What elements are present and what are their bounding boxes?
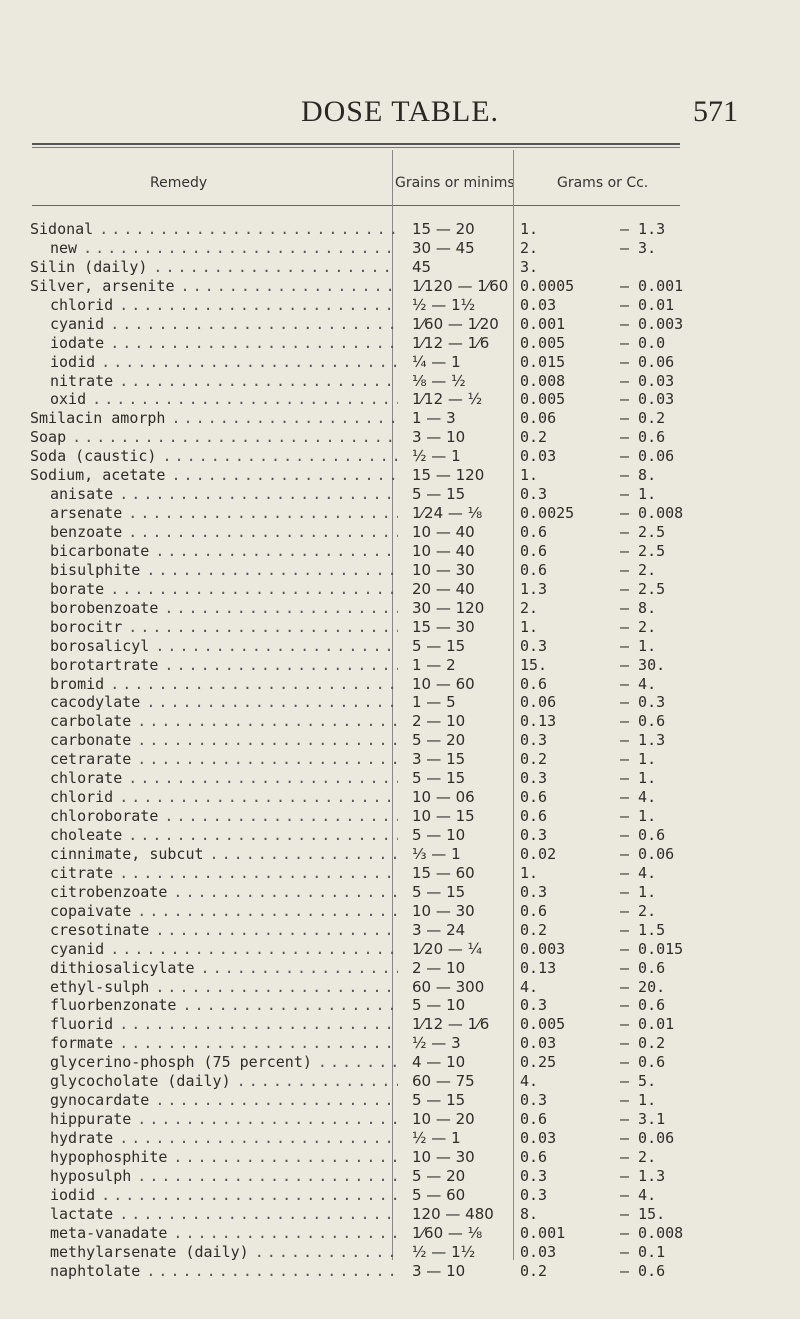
dose-grains: 5 — 15	[412, 1091, 466, 1110]
dose-grams-max: — 0.6	[620, 428, 666, 447]
dose-grains: 1⁄12 — 1⁄6	[412, 333, 490, 352]
remedy-name: nitrate . . .	[30, 372, 398, 391]
dose-grains: 15 — 120	[412, 466, 485, 485]
dose-grams-max: — 8.	[620, 598, 657, 617]
dose-grams-max: — 0.6	[620, 996, 666, 1015]
dose-grams-max: — 2.5	[620, 541, 666, 560]
remedy-name: glycocholate (daily) . . .	[30, 1072, 398, 1091]
table-row	[30, 1053, 730, 1072]
dose-grams-min: 0.001	[520, 314, 566, 333]
remedy-name: Silver, arsenite . . .	[30, 277, 398, 296]
dose-grams-min: 0.6	[520, 788, 548, 807]
remedy-name: arsenate . . .	[30, 504, 398, 523]
remedy-name: hyposulph . . .	[30, 1167, 398, 1186]
dose-grains: 10 — 06	[412, 788, 475, 807]
remedy-name: iodid . . .	[30, 1186, 398, 1205]
dose-grams-min: 0.003	[520, 939, 566, 958]
table-row	[30, 864, 730, 883]
dose-grains: 10 — 30	[412, 1147, 475, 1166]
dose-table	[30, 220, 730, 1281]
dose-grams-max: — 0.001	[620, 276, 684, 295]
dose-grams-min: 0.2	[520, 428, 548, 447]
dose-grains: ⅛ — ½	[412, 371, 466, 390]
dose-grams-max: — 1.5	[620, 920, 666, 939]
header-rule	[32, 205, 680, 206]
remedy-name: cyanid . . .	[30, 315, 398, 334]
dose-grains: 1⁄120 — 1⁄60	[412, 276, 509, 295]
table-row	[30, 959, 730, 978]
dose-grams-max: — 1.	[620, 636, 657, 655]
dose-grams-min: 0.005	[520, 390, 566, 409]
dose-grains: 30 — 120	[412, 598, 485, 617]
table-row	[30, 220, 730, 239]
table-row	[30, 447, 730, 466]
column-header-remedy: Remedy	[150, 175, 208, 191]
dose-grams-min: 0.03	[520, 447, 557, 466]
dose-grams-min: 0.6	[520, 1147, 548, 1166]
dose-grams-min: 0.6	[520, 541, 548, 560]
dose-grains: 5 — 20	[412, 731, 466, 750]
dose-grams-max: — 1.	[620, 485, 657, 504]
dose-grams-min: 0.005	[520, 333, 566, 352]
dose-grains: 10 — 30	[412, 560, 475, 579]
table-row	[30, 618, 730, 637]
table-row	[30, 788, 730, 807]
top-rule	[32, 143, 680, 145]
remedy-name: anisate . . .	[30, 485, 398, 504]
dose-grains: 3 — 24	[412, 920, 466, 939]
table-row	[30, 409, 730, 428]
remedy-name: Sodium, acetate . . .	[30, 466, 398, 485]
dose-grams-min: 0.3	[520, 1091, 548, 1110]
table-row	[30, 353, 730, 372]
dose-grams-max: — 0.01	[620, 295, 675, 314]
dose-grams-max: — 0.2	[620, 409, 666, 428]
dose-grams-min: 4.	[520, 977, 539, 996]
remedy-name: carbolate . . .	[30, 712, 398, 731]
remedy-name: Smilacin amorph . . .	[30, 409, 398, 428]
dose-grains: 1⁄60 — 1⁄20	[412, 314, 499, 333]
dose-grams-min: 3.	[520, 257, 539, 276]
dose-grams-min: 0.2	[520, 1261, 548, 1280]
remedy-name: chlorid . . .	[30, 788, 398, 807]
remedy-name: chlorate . . .	[30, 769, 398, 788]
table-row	[30, 637, 730, 656]
dose-grams-max: — 0.6	[620, 958, 666, 977]
remedy-name: ethyl-sulph . . .	[30, 978, 398, 997]
dose-grains: ½ — 3	[412, 1034, 461, 1053]
dose-grams-min: 1.3	[520, 579, 548, 598]
remedy-name: chlorid . . .	[30, 296, 398, 315]
dose-grams-max: — 1.3	[620, 220, 666, 238]
dose-grains: 5 — 10	[412, 996, 466, 1015]
table-row	[30, 921, 730, 940]
dose-grams-max: — 0.01	[620, 1015, 675, 1034]
dose-grains: 5 — 15	[412, 769, 466, 788]
dose-grains: 10 — 40	[412, 523, 475, 541]
remedy-name: hippurate . . .	[30, 1110, 398, 1129]
dose-grains: ½ — 1	[412, 1129, 461, 1147]
remedy-name: Silin (daily) . . .	[30, 258, 398, 277]
remedy-name: methylarsenate (daily) . . .	[30, 1243, 398, 1262]
dose-grains: 1⁄20 — ¼	[412, 939, 483, 958]
table-row	[30, 1224, 730, 1243]
remedy-name: cresotinate . . .	[30, 921, 398, 940]
dose-grams-max: — 3.1	[620, 1110, 666, 1129]
dose-grains: 3 — 15	[412, 750, 466, 769]
remedy-name: Soda (caustic) . . .	[30, 447, 398, 466]
dose-grams-min: 1.	[520, 617, 539, 636]
dose-grams-max: — 0.06	[620, 352, 675, 371]
dose-grams-max: — 20.	[620, 977, 666, 996]
table-row	[30, 769, 730, 788]
table-row	[30, 675, 730, 694]
dose-grams-min: 0.0005	[520, 276, 575, 295]
table-row	[30, 504, 730, 523]
dose-grams-min: 1.	[520, 220, 539, 238]
table-row	[30, 1034, 730, 1053]
dose-grams-max: — 2.	[620, 560, 657, 579]
dose-grams-max: — 1.	[620, 882, 657, 901]
dose-grams-max: — 1.3	[620, 731, 666, 750]
dose-grams-max: — 0.06	[620, 1129, 675, 1147]
dose-grams-min: 4.	[520, 1072, 539, 1091]
remedy-name: bicarbonate . . .	[30, 542, 398, 561]
table-row	[30, 1167, 730, 1186]
dose-grams-min: 0.3	[520, 769, 548, 788]
remedy-name: borocitr . . .	[30, 618, 398, 637]
remedy-name: benzoate . . .	[30, 523, 398, 542]
remedy-name: new . . .	[30, 239, 398, 258]
dose-grains: 15 — 60	[412, 863, 475, 882]
table-row	[30, 428, 730, 447]
dose-grams-max: — 0.2	[620, 1034, 666, 1053]
dose-grains: 120 — 480	[412, 1204, 494, 1223]
dose-grams-min: 0.008	[520, 371, 566, 390]
dose-grains: 5 — 10	[412, 826, 466, 844]
table-row	[30, 940, 730, 959]
remedy-name: Sidonal . . .	[30, 220, 398, 239]
dose-grains: 60 — 300	[412, 977, 485, 996]
dose-grams-min: 0.0025	[520, 504, 575, 523]
dose-grains: 4 — 10	[412, 1053, 466, 1072]
remedy-name: borobenzoate . . .	[30, 599, 398, 618]
dose-grams-max: — 0.015	[620, 939, 684, 958]
table-row	[30, 542, 730, 561]
dose-grams-min: 0.06	[520, 693, 557, 712]
dose-grams-min: 0.6	[520, 674, 548, 693]
dose-grams-min: 0.02	[520, 844, 557, 863]
dose-grams-max: — 0.003	[620, 314, 684, 333]
dose-grams-min: 0.03	[520, 1129, 557, 1147]
dose-grams-max: — 2.5	[620, 579, 666, 598]
remedy-name: oxid . . .	[30, 390, 398, 409]
table-row	[30, 1015, 730, 1034]
dose-grams-max: — 4.	[620, 863, 657, 882]
dose-grams-min: 0.3	[520, 636, 548, 655]
remedy-name: borosalicyl . . .	[30, 637, 398, 656]
remedy-name: fluorid . . .	[30, 1015, 398, 1034]
table-row	[30, 1205, 730, 1224]
remedy-name: meta-vanadate . . .	[30, 1224, 398, 1243]
remedy-name: copaivate . . .	[30, 902, 398, 921]
table-row	[30, 561, 730, 580]
dose-grams-max: — 8.	[620, 466, 657, 485]
table-row	[30, 712, 730, 731]
table-row	[30, 731, 730, 750]
dose-grams-min: 0.13	[520, 958, 557, 977]
top-rule-thin	[32, 147, 680, 148]
column-header-grams: Grams or Cc.	[557, 175, 649, 191]
dose-grains: 3 — 10	[412, 1261, 466, 1280]
dose-grams-min: 2.	[520, 238, 539, 257]
dose-grains: 5 — 15	[412, 485, 466, 504]
table-row	[30, 883, 730, 902]
remedy-name: iodid . . .	[30, 353, 398, 372]
remedy-name: cacodylate . . .	[30, 693, 398, 712]
dose-grams-min: 1.	[520, 863, 539, 882]
dose-grams-max: — 4.	[620, 674, 657, 693]
table-row	[30, 466, 730, 485]
dose-grams-min: 0.005	[520, 1015, 566, 1034]
dose-grams-max: — 1.	[620, 1091, 657, 1110]
dose-grams-min: 0.03	[520, 1242, 557, 1261]
table-row	[30, 372, 730, 391]
remedy-name: fluorbenzonate . . .	[30, 996, 398, 1015]
remedy-name: lactate . . .	[30, 1205, 398, 1224]
remedy-name: hypophosphite . . .	[30, 1148, 398, 1167]
remedy-name: citrate . . .	[30, 864, 398, 883]
dose-grams-min: 0.3	[520, 996, 548, 1015]
dose-grams-max: — 4.	[620, 1185, 657, 1204]
dose-grains: 2 — 10	[412, 712, 466, 731]
dose-grains: 5 — 20	[412, 1166, 466, 1185]
dose-grains: ¼ — 1	[412, 352, 461, 371]
table-row	[30, 750, 730, 769]
dose-grains: ⅓ — 1	[412, 844, 461, 863]
dose-grains: 1 — 3	[412, 409, 456, 428]
dose-grains: 1⁄12 — 1⁄6	[412, 1015, 490, 1034]
dose-grams-min: 1.	[520, 466, 539, 485]
dose-grains: 1⁄12 — ½	[412, 390, 483, 409]
table-row	[30, 485, 730, 504]
remedy-name: dithiosalicylate . . .	[30, 959, 398, 978]
dose-grams-min: 0.03	[520, 295, 557, 314]
column-header-grains: Grains or minims	[395, 175, 515, 191]
dose-grams-max: — 0.6	[620, 712, 666, 731]
table-row	[30, 656, 730, 675]
remedy-name: choleate . . .	[30, 826, 398, 845]
dose-grams-max: — 0.008	[620, 504, 684, 523]
dose-grains: 10 — 40	[412, 541, 475, 560]
dose-grains: 1 — 5	[412, 693, 456, 712]
dose-grams-min: 15.	[520, 655, 548, 674]
remedy-name: formate . . .	[30, 1034, 398, 1053]
dose-grams-max: — 2.	[620, 617, 657, 636]
table-row	[30, 902, 730, 921]
remedy-name: bisulphite . . .	[30, 561, 398, 580]
dose-grains: 3 — 10	[412, 428, 466, 447]
page-number: 571	[693, 95, 738, 128]
remedy-name: chloroborate . . .	[30, 807, 398, 826]
dose-grams-min: 2.	[520, 598, 539, 617]
dose-grams-min: 0.2	[520, 750, 548, 769]
dose-grams-min: 0.06	[520, 409, 557, 428]
remedy-name: Soap . . .	[30, 428, 398, 447]
remedy-name: iodate . . .	[30, 334, 398, 353]
dose-grams-min: 0.001	[520, 1223, 566, 1242]
dose-grams-min: 0.6	[520, 807, 548, 826]
dose-grams-max: — 0.06	[620, 447, 675, 466]
dose-grams-max: — 0.6	[620, 1053, 666, 1072]
dose-grams-max: — 0.03	[620, 371, 675, 390]
dose-grains: 10 — 60	[412, 674, 475, 693]
table-row	[30, 1072, 730, 1091]
table-row	[30, 693, 730, 712]
dose-grams-max: — 2.5	[620, 523, 666, 541]
dose-grams-min: 0.25	[520, 1053, 557, 1072]
dose-grams-min: 0.3	[520, 1185, 548, 1204]
table-row	[30, 580, 730, 599]
dose-grains: 45	[412, 257, 432, 276]
dose-grams-max: — 4.	[620, 788, 657, 807]
dose-grams-min: 0.6	[520, 901, 548, 920]
dose-grams-min: 0.015	[520, 352, 566, 371]
dose-grams-min: 0.6	[520, 560, 548, 579]
dose-grams-max: — 2.	[620, 901, 657, 920]
table-row	[30, 523, 730, 542]
remedy-name: carbonate . . .	[30, 731, 398, 750]
table-row	[30, 1129, 730, 1148]
dose-grams-max: — 0.3	[620, 693, 666, 712]
dose-grams-max: — 1.	[620, 769, 657, 788]
table-row	[30, 978, 730, 997]
dose-grains: 15 — 20	[412, 220, 475, 238]
table-row	[30, 277, 730, 296]
dose-grams-min: 0.3	[520, 882, 548, 901]
remedy-name: citrobenzoate . . .	[30, 883, 398, 902]
dose-grains: 60 — 75	[412, 1072, 475, 1091]
remedy-name: gynocardate . . .	[30, 1091, 398, 1110]
dose-grams-min: 0.3	[520, 826, 548, 844]
table-row	[30, 1243, 730, 1262]
table-row	[30, 258, 730, 277]
table-row	[30, 599, 730, 618]
dose-grams-max: — 15.	[620, 1204, 666, 1223]
dose-grams-min: 8.	[520, 1204, 539, 1223]
running-title: DOSE TABLE.	[300, 95, 500, 128]
dose-grains: ½ — 1½	[412, 295, 476, 314]
dose-grains: 10 — 30	[412, 901, 475, 920]
dose-grains: 1 — 2	[412, 655, 456, 674]
dose-grams-max: — 0.008	[620, 1223, 684, 1242]
table-row	[30, 390, 730, 409]
remedy-name: bromid . . .	[30, 675, 398, 694]
dose-grams-min: 0.13	[520, 712, 557, 731]
dose-grains: 1⁄24 — ⅛	[412, 504, 483, 523]
dose-grams-max: — 1.3	[620, 1166, 666, 1185]
remedy-name: cinnimate, subcut . . .	[30, 845, 398, 864]
dose-grains: 10 — 20	[412, 1110, 475, 1129]
remedy-name: borate . . .	[30, 580, 398, 599]
dose-grains: ½ — 1	[412, 447, 461, 466]
table-row	[30, 315, 730, 334]
table-row	[30, 1262, 730, 1281]
dose-grams-max: — 1.	[620, 807, 657, 826]
page-header	[0, 95, 800, 135]
dose-grams-max: — 30.	[620, 655, 666, 674]
table-row	[30, 826, 730, 845]
table-row	[30, 1148, 730, 1167]
table-row	[30, 807, 730, 826]
remedy-name: borotartrate . . .	[30, 656, 398, 675]
dose-grains: 5 — 15	[412, 882, 466, 901]
dose-grams-min: 0.3	[520, 485, 548, 504]
dose-grams-max: — 0.03	[620, 390, 675, 409]
table-row	[30, 1091, 730, 1110]
dose-grams-min: 0.3	[520, 731, 548, 750]
dose-grains: 5 — 15	[412, 636, 466, 655]
dose-grams-min: 0.6	[520, 523, 548, 541]
remedy-name: cyanid . . .	[30, 940, 398, 959]
dose-grams-max: — 2.	[620, 1147, 657, 1166]
dose-grains: 30 — 45	[412, 238, 475, 257]
table-row	[30, 845, 730, 864]
table-row	[30, 1110, 730, 1129]
table-row	[30, 334, 730, 353]
dose-grams-max: — 3.	[620, 238, 657, 257]
table-row	[30, 1186, 730, 1205]
dose-grains: 20 — 40	[412, 579, 475, 598]
dose-grams-max: — 1.	[620, 750, 657, 769]
dose-grams-min: 0.2	[520, 920, 548, 939]
dose-grams-min: 0.03	[520, 1034, 557, 1053]
dose-grams-max: — 0.1	[620, 1242, 666, 1261]
dose-grams-min: 0.3	[520, 1166, 548, 1185]
remedy-name: hydrate . . .	[30, 1129, 398, 1148]
remedy-name: cetrarate . . .	[30, 750, 398, 769]
dose-grains: 15 — 30	[412, 617, 475, 636]
dose-grains: 2 — 10	[412, 958, 466, 977]
remedy-name: glycerino-phosph (75 percent) . . .	[30, 1053, 398, 1072]
dose-grains: 1⁄60 — ⅛	[412, 1223, 483, 1242]
dose-grains: ½ — 1½	[412, 1242, 476, 1261]
remedy-name: naphtolate . . .	[30, 1262, 398, 1281]
dose-grams-max: — 0.6	[620, 826, 666, 844]
dose-grams-max: — 0.6	[620, 1261, 666, 1280]
dose-grams-max: — 0.0	[620, 333, 666, 352]
dose-grains: 10 — 15	[412, 807, 475, 826]
dose-grains: 5 — 60	[412, 1185, 466, 1204]
table-row	[30, 239, 730, 258]
table-row	[30, 996, 730, 1015]
dose-grams-min: 0.6	[520, 1110, 548, 1129]
dose-grams-max: — 5.	[620, 1072, 657, 1091]
table-row	[30, 296, 730, 315]
dose-grams-max: — 0.06	[620, 844, 675, 863]
